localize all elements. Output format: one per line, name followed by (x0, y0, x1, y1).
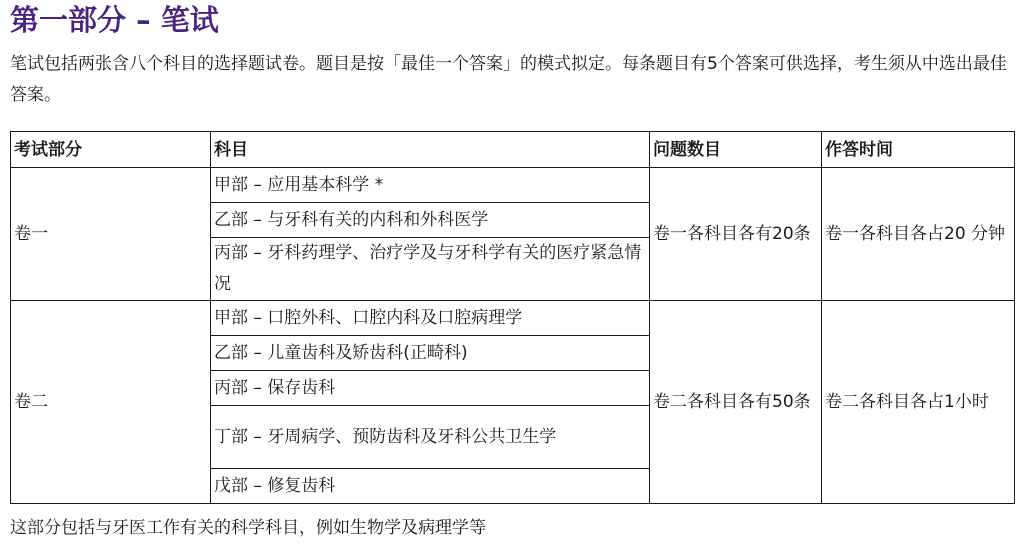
subject-cell: 乙部 – 与牙科有关的内科和外科医学 (211, 203, 650, 238)
subject-cell: 丁部 – 牙周病学、预防齿科及牙科公共卫生学 (211, 406, 650, 469)
paper-name: 卷二 (11, 301, 211, 504)
footnote: 这部分包括与牙医工作有关的科学科目，例如生物学及病理学等 (10, 518, 486, 538)
subject-cell: 丙部 – 保存齿科 (211, 371, 650, 406)
header-exam-part: 考试部分 (11, 132, 211, 168)
intro-paragraph: 笔试包括两张含八个科目的选择题试卷。题目是按「最佳一个答案」的模式拟定。每条题目有5个答案可供选择，考生须从中选出最佳答案。 (10, 54, 1007, 105)
question-count-cell: 卷二各科目各有50条 (650, 301, 822, 504)
question-count-cell: 卷一各科目各有20条 (650, 168, 822, 301)
subject-cell: 乙部 – 儿童齿科及矫齿科(正畸科) (211, 336, 650, 371)
page-title: 第一部分 – 笔试 (10, 3, 219, 37)
subject-cell: 甲部 – 应用基本科学 * (211, 168, 650, 203)
table-row (11, 168, 1015, 203)
header-time: 作答时间 (822, 132, 1015, 168)
paper-name: 卷一 (11, 168, 211, 301)
table-row (11, 301, 1015, 336)
exam-structure-table (10, 131, 1015, 504)
subject-cell: 丙部 – 牙科药理学、治疗学及与牙科学有关的医疗紧急情况 (211, 238, 650, 301)
subject-cell: 戊部 – 修复齿科 (211, 469, 650, 504)
subject-cell: 甲部 – 口腔外科、口腔内科及口腔病理学 (211, 301, 650, 336)
header-subject: 科目 (211, 132, 650, 168)
time-cell: 卷一各科目各占20 分钟 (822, 168, 1015, 301)
time-cell: 卷二各科目各占1小时 (822, 301, 1015, 504)
table-header-row (11, 132, 1015, 168)
header-question-count: 问题数目 (650, 132, 822, 168)
